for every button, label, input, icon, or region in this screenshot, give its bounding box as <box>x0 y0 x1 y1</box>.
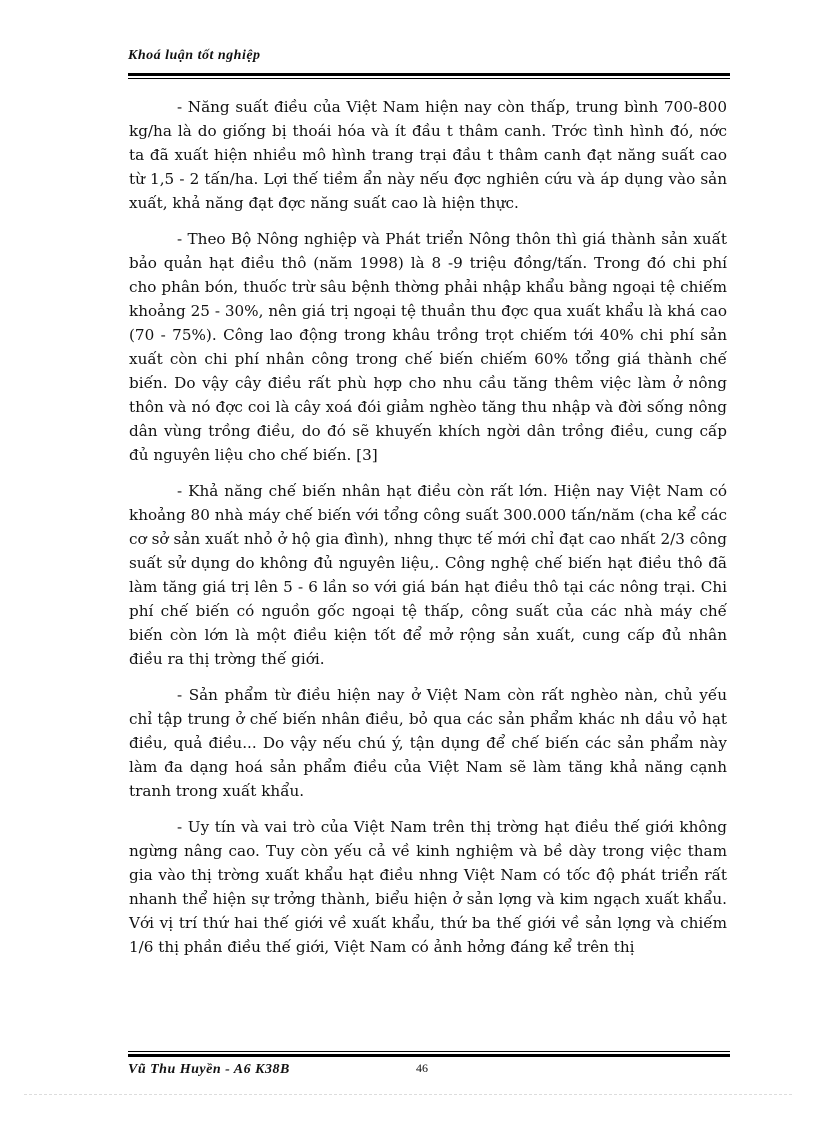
header-rule-thin <box>128 78 730 79</box>
page-edge-line <box>24 1094 792 1095</box>
paragraph-3: - Khả năng chế biến nhân hạt điều còn rất lớn. Hiện nay Việt Nam có khoảng 80 nhà máy chế biến với tổng công suất 300.000 tấn/năm (cha kể các cơ sở sản xuất nhỏ ở hộ gia đình), nhng thực tế mới chỉ đạt cao nhất 2/3 công suất sử dụng do không đủ nguyên liệu,. Công nghệ chế biến hạt điều thô đã làm tăng giá trị lên 5 - 6 lần so với giá bán hạt điều thô tại các nông trại. Chi phí chế biến có nguồn gốc ngoại tệ thấp, công suất của các nhà máy chế biến còn lớn là một điều kiện tốt để mở rộng sản xuất, cung cấp đủ nhân điều ra thị trờng thế giới. <box>129 482 727 668</box>
paragraph-4: - Sản phẩm từ điều hiện nay ở Việt Nam còn rất nghèo nàn, chủ yếu chỉ tập trung ở chế biến nhân điều, bỏ qua các sản phẩm khác nh dầu vỏ hạt điều, quả điều... Do vậy nếu chú ý, tận dụng để chế biến các sản phẩm này làm đa dạng hoá sản phẩm điều của Việt Nam sẽ làm tăng khả năng cạnh tranh trong xuất khẩu. <box>129 686 727 800</box>
paragraph-5: - Uy tín và vai trò của Việt Nam trên thị trờng hạt điều thế giới không ngừng nâng cao. Tuy còn yếu cả về kinh nghiệm và bề dày trong việc tham gia vào thị trờng xuất khẩu hạt điều nhng Việt Nam có tốc độ phát triển rất nhanh thể hiện sự trởng thành, biểu hiện ở sản lợng và kim ngạch xuất khẩu. Với vị trí thứ hai thế giới về xuất khẩu, thứ ba thế giới về sản lợng và chiếm 1/6 thị phần điều thế giới, Việt Nam có ảnh hởng đáng kể trên thị <box>129 818 727 956</box>
paragraph-1: - Năng suất điều của Việt Nam hiện nay còn thấp, trung bình 700-800 kg/ha là do giống bị thoái hóa và ít đầu t thâm canh. Trớc tình hình đó, nớc ta đã xuất hiện nhiều mô hình trang trại đầu t thâm canh đạt năng suất cao từ 1,5 - 2 tấn/ha. Lợi thế tiềm ẩn này nếu đợc nghiên cứu và áp dụng vào sản xuất, khả năng đạt đợc năng suất cao là hiện thực. <box>129 98 727 212</box>
footer-rule-thick <box>128 1054 730 1057</box>
header-rule-thick <box>128 73 730 76</box>
footer-rule-thin <box>128 1051 730 1052</box>
footer-author: Vũ Thu Huyền - A6 K38B <box>128 1062 290 1077</box>
paragraph-2: - Theo Bộ Nông nghiệp và Phát triển Nông thôn thì giá thành sản xuất bảo quản hạt điều thô (năm 1998) là 8 -9 triệu đồng/tấn. Trong đó chi phí cho phân bón, thuốc trừ sâu bệnh thờng phải nhập khẩu bằng ngoại tệ chiếm khoảng 25 - 30%, nên giá trị ngoại tệ thuần thu đợc qua xuất khẩu là khá cao (70 - 75%). Công lao động trong khâu trồng trọt chiếm tới 40% chi phí sản xuất còn chi phí nhân công trong chế biến chiếm 60% tổng giá thành chế biến. Do vậy cây điều rất phù hợp cho nhu cầu tăng thêm việc làm ở nông thôn và nó đợc coi là cây xoá đói giảm nghèo tăng thu nhập và đời sống nông dân vùng trồng điều, do đó sẽ khuyến khích ngời dân trồng điều, cung cấp đủ nguyên liệu cho chế biến. [3] <box>129 230 727 464</box>
header-title: Khoá luận tốt nghiệp <box>128 48 261 63</box>
page-body <box>129 95 727 971</box>
page-number: 46 <box>416 1061 428 1075</box>
